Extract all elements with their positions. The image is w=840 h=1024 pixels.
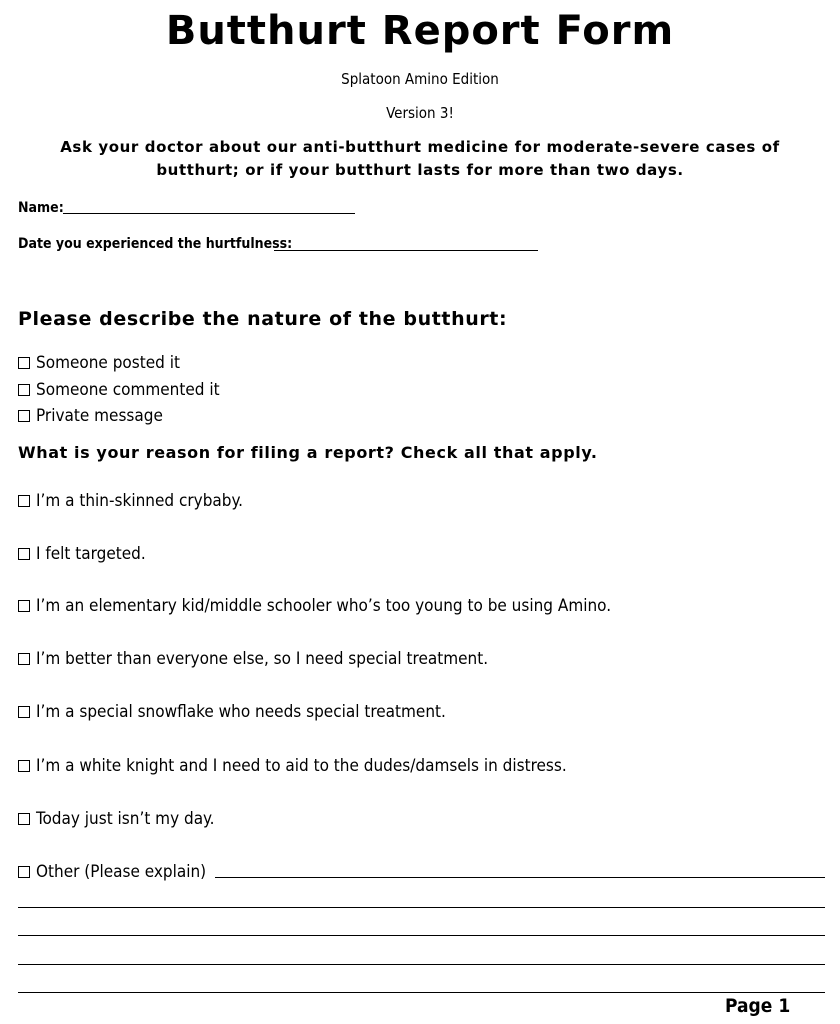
nature-option[interactable] <box>18 380 220 400</box>
checkbox[interactable] <box>18 600 30 612</box>
nature-option[interactable] <box>18 406 163 426</box>
explain-line[interactable] <box>18 964 825 965</box>
explain-line[interactable] <box>18 935 825 936</box>
reason-option[interactable] <box>18 649 488 669</box>
option-label: Today just isn’t my day. <box>36 809 215 829</box>
page-number: Page 1 <box>725 995 791 1017</box>
checkbox[interactable] <box>18 653 30 665</box>
checkbox[interactable] <box>18 384 30 396</box>
reasons-heading: What is your reason for filing a report? Check all that apply. <box>18 443 598 462</box>
explain-line[interactable] <box>18 992 825 993</box>
name-label: Name: <box>18 200 64 216</box>
version-label: Version 3! <box>386 104 454 122</box>
option-label: I felt targeted. <box>36 544 146 564</box>
reason-option[interactable] <box>18 756 567 776</box>
date-label: Date you experienced the hurtfulness: <box>18 236 293 252</box>
reason-option[interactable] <box>18 544 146 564</box>
form-title: Butthurt Report Form <box>165 8 675 54</box>
name-line[interactable] <box>63 213 355 214</box>
checkbox[interactable] <box>18 410 30 422</box>
reason-option[interactable] <box>18 702 446 722</box>
checkbox[interactable] <box>18 813 30 825</box>
option-label: I’m a thin-skinned crybaby. <box>36 491 243 511</box>
reason-option[interactable] <box>18 809 215 829</box>
reason-option[interactable] <box>18 596 611 616</box>
reason-option-other[interactable] <box>18 862 206 882</box>
checkbox[interactable] <box>18 548 30 560</box>
nature-option[interactable] <box>18 353 180 373</box>
checkbox[interactable] <box>18 706 30 718</box>
checkbox[interactable] <box>18 760 30 772</box>
option-label: Private message <box>36 406 163 426</box>
nature-heading: Please describe the nature of the butthurt: <box>18 308 508 330</box>
doctor-notice: Ask your doctor about our anti-butthurt medicine for moderate-severe cases of butthurt; or if your butthurt lasts for more than two days. <box>60 138 780 179</box>
edition-subtitle: Splatoon Amino Edition <box>341 70 499 88</box>
checkbox[interactable] <box>18 495 30 507</box>
explain-line[interactable] <box>215 877 825 878</box>
option-label: I’m better than everyone else, so I need special treatment. <box>36 649 489 669</box>
date-line[interactable] <box>274 250 538 251</box>
option-label: I’m a white knight and I need to aid to the dudes/damsels in distress. <box>36 756 567 776</box>
option-label: Someone posted it <box>36 353 180 373</box>
explain-line[interactable] <box>18 907 825 908</box>
option-label: Other (Please explain) <box>36 862 207 882</box>
option-label: Someone commented it <box>36 380 220 400</box>
option-label: I’m a special snowflake who needs special treatment. <box>36 702 446 722</box>
checkbox[interactable] <box>18 866 30 878</box>
reason-option[interactable] <box>18 491 243 511</box>
option-label: I’m an elementary kid/middle schooler who’s too young to be using Amino. <box>36 596 612 616</box>
checkbox[interactable] <box>18 357 30 369</box>
